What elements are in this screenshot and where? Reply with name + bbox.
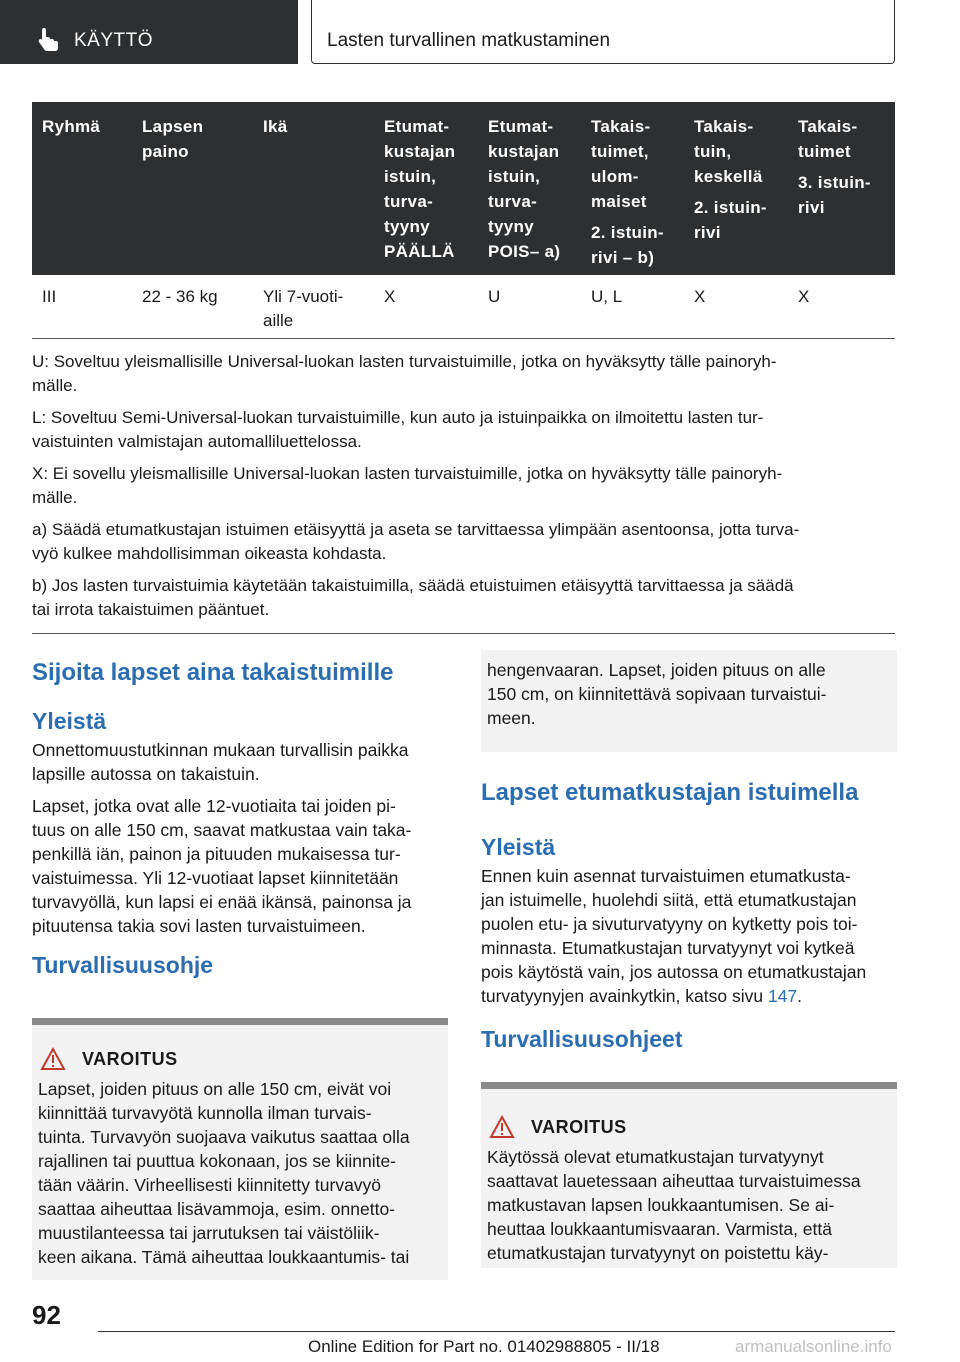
table-cell: U, L xyxy=(591,287,623,306)
footer-watermark: armanualsonline.info xyxy=(735,1337,892,1356)
table-note: a) Säädä etumatkustajan istuimen etäisyyttä ja aseta se tarvittaessa ylimpään asentoonsa, jotta turva- vyö kulkee mahdollisimman oikeasta kohdasta. xyxy=(32,520,800,563)
table-cell: 22 - 36 kg xyxy=(142,287,218,306)
chapter-header xyxy=(311,0,895,64)
table-header-subcell: 2. istuin- rivi – b) xyxy=(591,223,664,267)
table-cell: Yli 7-vuoti- aille xyxy=(263,287,344,330)
warning-text: Käytössä olevat etumatkustajan turvatyynyt saattavat lauetessaan aiheuttaa turvaistuimessa matkustavan lapsen loukkaantumisen. Se ai- heuttaa loukkaantumisvaaran. Varmista, että etumatkustajan turvatyynyt on poistettu käy- xyxy=(487,1147,861,1263)
table-note: L: Soveltuu Semi-Universal-luokan turvaistuimille, kun auto ja istuinpaikka on ilmoitettu lasten tur- vaistuinten valmistajan automalliluettelossa. xyxy=(32,408,764,451)
table-header-cell: Takais- tuimet 3. istuin- rivi xyxy=(798,114,871,220)
footer-rule xyxy=(98,1331,895,1332)
table-header-cell: Takais- tuin, keskellä 2. istuin- rivi xyxy=(694,114,767,245)
table-header-subcell: 3. istuin- rivi xyxy=(798,173,871,217)
section-heading: Sijoita lapset aina takaistuimille xyxy=(32,659,394,686)
table-header-cell: Takais- tuimet, ulom- maiset 2. istuin- rivi – b) xyxy=(591,114,664,270)
warning-box xyxy=(481,1082,897,1268)
footer-edition: Online Edition for Part no. 01402988805 - II/18 xyxy=(308,1337,660,1356)
warning-text: Lapset, joiden pituus on alle 150 cm, eivät voi kiinnittää turvavyötä kunnolla ilman turvais- tuinta. Turvavyön suojaava vaikutus saattaa olla rajallinen tai puuttua kokonaan, jos se kiinnite- tään väärin. Virheellisesti kiinnitetty turvavyö saattaa aiheuttaa lisävammoja, esim. onnetto- muustilanteessa tai jarrutuksen tai väistöliik- keen aikana. Tämä aiheuttaa loukkaantumis- tai xyxy=(38,1079,410,1267)
paragraph: Lapset, jotka ovat alle 12-vuotiaita tai joiden pi- tuus on alle 150 cm, saavat matkustaa vain taka- penkillä iän, painon ja pituuden mukaisessa tur- vaistuimessa. Yli 12-vuotiaat lapset kiinnitetään turvavyöllä, kun lapsi ei enää ikänsä, painonsa ja pituutensa takia sovi lasten turvaistuimeen. xyxy=(32,796,412,936)
table-divider xyxy=(32,338,895,339)
table-cell: III xyxy=(42,287,57,306)
subheading-general: Yleistä xyxy=(32,708,107,734)
table-bottom-rule xyxy=(32,633,895,634)
section-tab xyxy=(0,0,298,64)
table-cell: U xyxy=(488,287,501,306)
table-header-cell: Lapsen paino xyxy=(142,117,204,161)
paragraph-text: . xyxy=(797,986,803,1006)
subheading-general: Yleistä xyxy=(481,834,556,860)
table-header-cell: Etumat- kustajan istuin, turva- tyyny POIS– a) xyxy=(488,117,561,261)
table-note: b) Jos lasten turvaistuimia käytetään takaistuimilla, säädä etuistuimen etäisyyttä tarvittaessa ja säädä tai irrota takaistuimen pääntuet. xyxy=(32,576,794,619)
table-cell: X xyxy=(384,287,396,306)
table-header xyxy=(32,102,895,275)
paragraph-text: Ennen kuin asennat turvaistuimen etumatkusta- jan istuimelle, huolehdi siitä, että etumatkustajan puolen etu- ja sivuturvatyyny on kytketty pois toi- minnasta. Etumatkustajan turvatyynyt voi kytkeä pois käytöstä vain, jos autossa on etumatkustajan turvatyynyjen avainkytkin, katso sivu xyxy=(481,866,867,1006)
section-label: KÄYTTÖ xyxy=(74,30,154,51)
table-cell: X xyxy=(798,287,810,306)
subheading-safety: Turvallisuusohjeet xyxy=(481,1026,683,1052)
right-body xyxy=(481,864,897,1008)
warning-title: VAROITUS xyxy=(82,1049,178,1069)
table-cell: X xyxy=(694,287,706,306)
warning-box xyxy=(32,1018,448,1280)
paragraph xyxy=(481,864,897,1008)
table-header-cell: Ryhmä xyxy=(42,117,101,136)
page-link[interactable]: 147 xyxy=(767,986,798,1006)
table-note: X: Ei sovellu yleismallisille Universal-luokan lasten turvaistuimille, jotka on hyväksytty tälle painoryh- mälle. xyxy=(32,464,783,507)
table-notes xyxy=(32,350,895,630)
page-number: 92 xyxy=(32,1300,61,1330)
warning-title: VAROITUS xyxy=(531,1117,627,1137)
subheading-safety: Turvallisuusohje xyxy=(32,952,214,978)
chapter-title: Lasten turvallinen matkustaminen xyxy=(327,30,611,51)
warning-text: hengenvaaran. Lapset, joiden pituus on alle 150 cm, on kiinnitettävä sopivaan turvaistui- meen. xyxy=(487,660,827,728)
left-body xyxy=(32,738,448,938)
table-header-cell: Ikä xyxy=(263,117,288,136)
warning-triangle-icon xyxy=(489,1115,515,1139)
section-heading: Lapset etumatkustajan istuimella xyxy=(481,779,859,806)
table-header-cell: Etumat- kustajan istuin, turva- tyyny PÄÄLLÄ xyxy=(384,117,456,261)
table-note: U: Soveltuu yleismallisille Universal-luokan lasten turvaistuimille, jotka on hyväksytty tälle painoryh- mälle. xyxy=(32,352,777,395)
warning-triangle-icon xyxy=(40,1047,66,1071)
warning-box-continued xyxy=(481,650,897,752)
hand-pointer-icon xyxy=(36,26,62,52)
paragraph: Onnettomuustutkinnan mukaan turvallisin paikka lapsille autossa on takaistuin. xyxy=(32,740,409,784)
left-column xyxy=(32,658,448,980)
right-column xyxy=(481,778,897,1054)
table-header-subcell: 2. istuin- rivi xyxy=(694,198,767,242)
